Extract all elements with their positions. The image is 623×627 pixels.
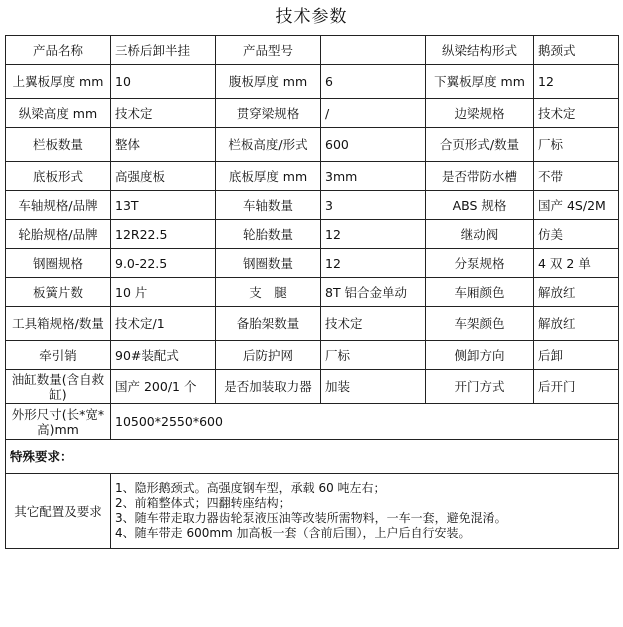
- spec-label: 车轴规格/品牌: [6, 191, 111, 220]
- spec-label: 支 腿: [216, 278, 321, 307]
- spec-label: 分泵规格: [426, 249, 534, 278]
- spec-label: 产品名称: [6, 36, 111, 65]
- spec-value: 国产 4S/2M: [534, 191, 619, 220]
- spec-label: 轮胎规格/品牌: [6, 220, 111, 249]
- spec-row: [6, 307, 619, 341]
- spec-row: [6, 65, 619, 99]
- spec-value: 仿美: [534, 220, 619, 249]
- spec-label: 开门方式: [426, 370, 534, 404]
- dimensions-row: [6, 404, 619, 440]
- spec-label: 纵梁结构形式: [426, 36, 534, 65]
- spec-label: 纵梁高度 mm: [6, 99, 111, 128]
- spec-label: 底板形式: [6, 162, 111, 191]
- note-item: 3、随车带走取力器齿轮泵液压油等改装所需物料，一车一套，避免混淆。: [115, 511, 507, 525]
- spec-value: 加装: [321, 370, 426, 404]
- spec-label: 下翼板厚度 mm: [426, 65, 534, 99]
- note-item: 4、随车带走 600mm 加高板一套（含前后围），上户后自行安装。: [115, 526, 471, 540]
- spec-row: [6, 99, 619, 128]
- spec-value: 厂标: [534, 128, 619, 162]
- spec-label: 是否带防水槽: [426, 162, 534, 191]
- spec-value: 10 片: [111, 278, 216, 307]
- spec-label: 油缸数量(含自救缸): [6, 370, 111, 404]
- spec-row: [6, 36, 619, 65]
- spec-label: 是否加装取力器: [216, 370, 321, 404]
- spec-value: 技术定/1: [111, 307, 216, 341]
- spec-value: 技术定: [534, 99, 619, 128]
- spec-label: 贯穿梁规格: [216, 99, 321, 128]
- spec-value: 高强度板: [111, 162, 216, 191]
- spec-value: 12: [534, 65, 619, 99]
- spec-label: 栏板高度/形式: [216, 128, 321, 162]
- special-requirements-heading: 特殊要求：: [6, 440, 619, 474]
- spec-value: 不带: [534, 162, 619, 191]
- other-config-label: 其它配置及要求: [6, 474, 111, 549]
- spec-value: 后卸: [534, 341, 619, 370]
- spec-label: 底板厚度 mm: [216, 162, 321, 191]
- note-item: 2、前箱整体式；四翻转座结构；: [115, 496, 291, 510]
- spec-value: 600: [321, 128, 426, 162]
- spec-label: 继动阀: [426, 220, 534, 249]
- spec-label: 产品型号: [216, 36, 321, 65]
- spec-value: 6: [321, 65, 426, 99]
- spec-row: [6, 370, 619, 404]
- spec-row: [6, 128, 619, 162]
- spec-value: 90#装配式: [111, 341, 216, 370]
- spec-row: [6, 191, 619, 220]
- spec-value: 3mm: [321, 162, 426, 191]
- spec-label: 上翼板厚度 mm: [6, 65, 111, 99]
- spec-value: 解放红: [534, 278, 619, 307]
- spec-value: 12: [321, 220, 426, 249]
- spec-value: 8T 铝合金单动: [321, 278, 426, 307]
- page-title: 技术参数: [275, 7, 348, 27]
- spec-value: 解放红: [534, 307, 619, 341]
- spec-label: 板簧片数: [6, 278, 111, 307]
- spec-label: 车轴数量: [216, 191, 321, 220]
- spec-label: 车厢颜色: [426, 278, 534, 307]
- spec-value: 9.0-22.5: [111, 249, 216, 278]
- spec-value: 4 双 2 单: [534, 249, 619, 278]
- spec-label: 工具箱规格/数量: [6, 307, 111, 341]
- dimensions-value: 10500*2550*600: [111, 404, 619, 440]
- spec-label: ABS 规格: [426, 191, 534, 220]
- spec-value: 12R22.5: [111, 220, 216, 249]
- spec-value: 技术定: [321, 307, 426, 341]
- spec-value: 三桥后卸半挂: [111, 36, 216, 65]
- spec-value: /: [321, 99, 426, 128]
- spec-value: 鹅颈式: [534, 36, 619, 65]
- other-config-notes: [111, 474, 619, 549]
- spec-value: 3: [321, 191, 426, 220]
- spec-label: 腹板厚度 mm: [216, 65, 321, 99]
- spec-label: 后防护网: [216, 341, 321, 370]
- spec-row: [6, 278, 619, 307]
- spec-row: [6, 341, 619, 370]
- other-config-row: [6, 474, 619, 549]
- spec-label: 钢圈数量: [216, 249, 321, 278]
- spec-label: 备胎架数量: [216, 307, 321, 341]
- spec-label: 轮胎数量: [216, 220, 321, 249]
- spec-label: 栏板数量: [6, 128, 111, 162]
- spec-row: [6, 220, 619, 249]
- special-requirements-row: [6, 440, 619, 474]
- spec-label: 边梁规格: [426, 99, 534, 128]
- spec-label: 侧卸方向: [426, 341, 534, 370]
- spec-label: 牵引销: [6, 341, 111, 370]
- spec-value: 整体: [111, 128, 216, 162]
- spec-value: 国产 200/1 个: [111, 370, 216, 404]
- spec-value: [321, 36, 426, 65]
- spec-value: 12: [321, 249, 426, 278]
- spec-table: [5, 35, 619, 549]
- spec-row: [6, 162, 619, 191]
- spec-table-body: [6, 36, 619, 404]
- note-item: 1、隐形鹅颈式。高强度钢车型，承载 60 吨左右；: [115, 481, 386, 495]
- spec-value: 13T: [111, 191, 216, 220]
- spec-value: 10: [111, 65, 216, 99]
- dimensions-label: 外形尺寸(长*宽*高)mm: [6, 404, 111, 440]
- spec-row: [6, 249, 619, 278]
- spec-value: 技术定: [111, 99, 216, 128]
- spec-label: 钢圈规格: [6, 249, 111, 278]
- spec-value: 厂标: [321, 341, 426, 370]
- spec-label: 合页形式/数量: [426, 128, 534, 162]
- spec-value: 后开门: [534, 370, 619, 404]
- spec-label: 车架颜色: [426, 307, 534, 341]
